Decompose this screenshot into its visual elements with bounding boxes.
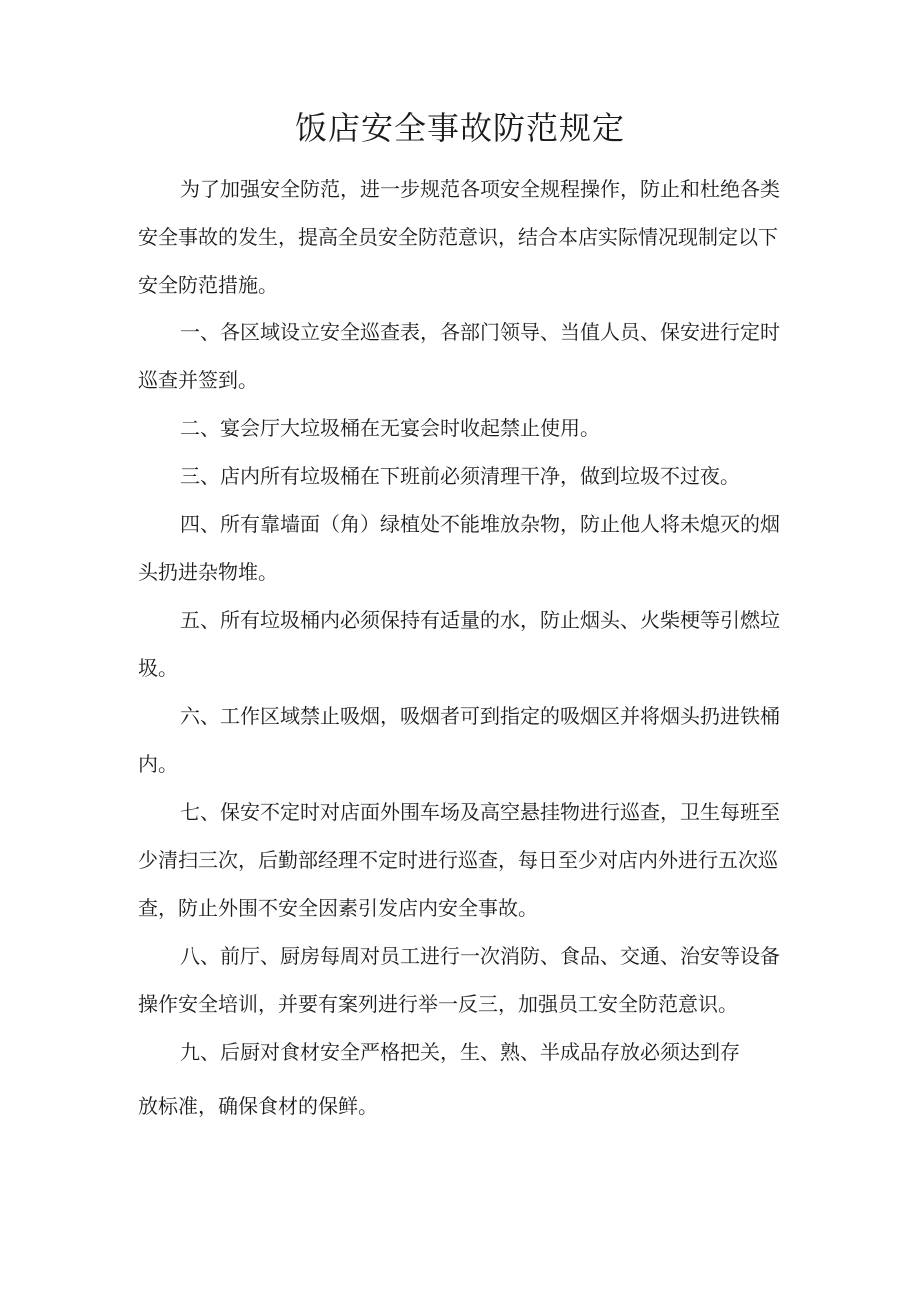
paragraph-line: 八、前厅、厨房每周对员工进行一次消防、食品、交通、治安等设备: [180, 944, 780, 968]
paragraph-line: 四、所有靠墙面（角）绿植处不能堆放杂物，防止他人将未熄灭的烟: [180, 512, 780, 536]
paragraph-line: 七、保安不定时对店面外围车场及高空悬挂物进行巡查，卫生每班至: [180, 800, 780, 824]
paragraph-line: 二、宴会厅大垃圾桶在无宴会时收起禁止使用。: [180, 416, 600, 440]
paragraph-line: 六、工作区域禁止吸烟，吸烟者可到指定的吸烟区并将烟头扔进铁桶: [180, 704, 780, 728]
paragraph-line: 内。: [138, 752, 178, 776]
rule-6-paragraph: [138, 692, 788, 788]
paragraph-line: 查，防止外围不安全因素引发店内安全事故。: [138, 896, 538, 920]
rule-5-paragraph: [138, 596, 788, 692]
rule-7-paragraph: [138, 788, 788, 932]
paragraph-line: 操作安全培训，并要有案列进行举一反三，加强员工安全防范意识。: [138, 992, 738, 1016]
rule-2-paragraph: [138, 404, 788, 452]
rule-9-paragraph: [138, 1028, 788, 1130]
paragraph-line: 巡查并签到。: [138, 368, 258, 392]
rule-1-paragraph: [138, 308, 788, 404]
paragraph-line: 三、店内所有垃圾桶在下班前必须清理干净，做到垃圾不过夜。: [180, 464, 740, 488]
rule-4-paragraph: [138, 500, 788, 596]
paragraph-line: 五、所有垃圾桶内必须保持有适量的水，防止烟头、火柴梗等引燃垃: [180, 608, 780, 632]
paragraph-line: 一、各区域设立安全巡查表，各部门领导、当值人员、保安进行定时: [180, 320, 780, 344]
paragraph-line: 少清扫三次，后勤部经理不定时进行巡查，每日至少对店内外进行五次巡: [138, 848, 778, 872]
paragraph-line: 为了加强安全防范，进一步规范各项安全规程操作，防止和杜绝各类: [180, 177, 780, 201]
rule-8-paragraph: [138, 932, 788, 1028]
intro-paragraph: [138, 165, 788, 309]
rule-3-paragraph: [138, 452, 788, 500]
paragraph-line: 头扔进杂物堆。: [138, 560, 278, 584]
paragraph-line: 圾。: [138, 656, 178, 680]
paragraph-line: 安全事故的发生，提高全员安全防范意识，结合本店实际情况现制定以下: [138, 225, 778, 249]
document-title: 饭店安全事故防范规定: [294, 109, 625, 147]
paragraph-line: 九、后厨对食材安全严格把关，生、熟、半成品存放必须达到存: [180, 1040, 740, 1064]
paragraph-line: 放标准，确保食材的保鲜。: [138, 1094, 378, 1118]
paragraph-line: 安全防范措施。: [138, 273, 278, 297]
